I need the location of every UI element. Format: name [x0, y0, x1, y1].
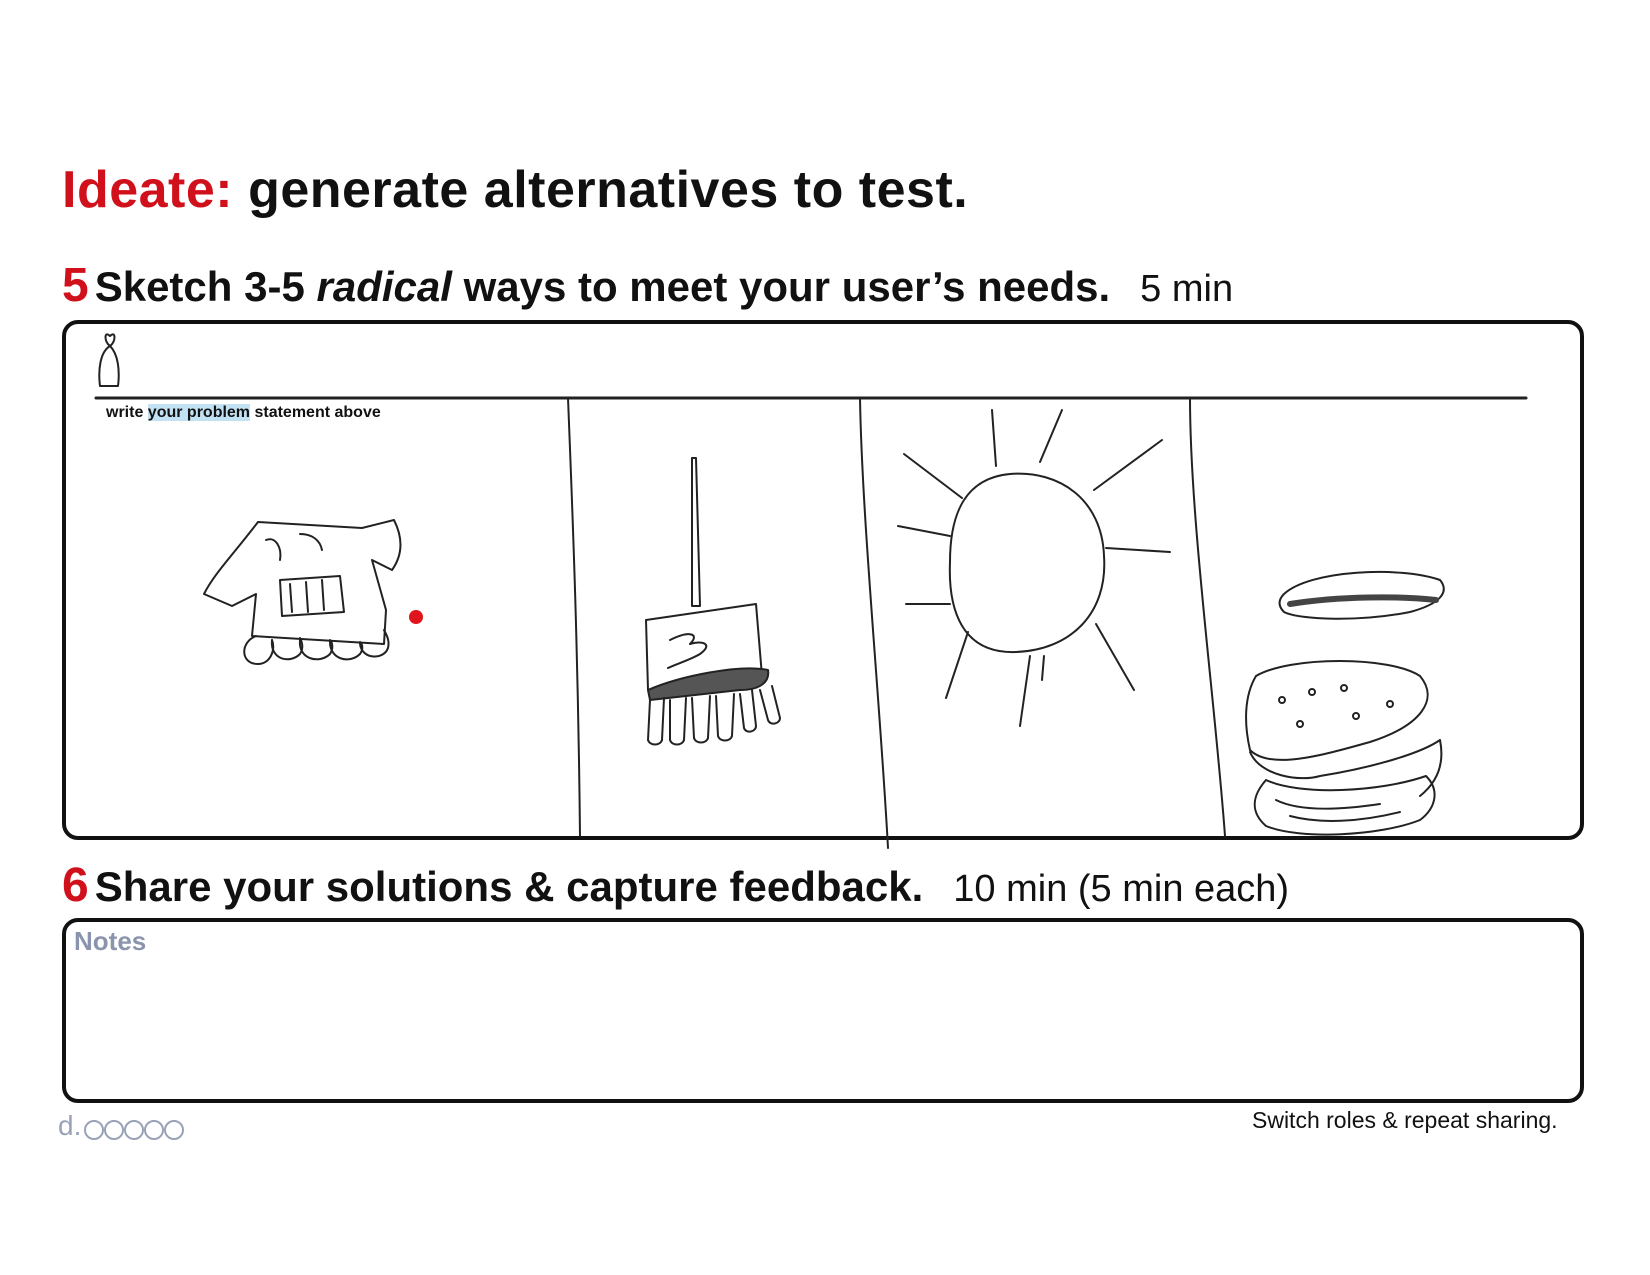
- d-school-logo-icon: [58, 1110, 198, 1146]
- step-5-number: 5: [62, 259, 89, 312]
- problem-label-part2: statement above: [250, 404, 381, 421]
- step-6-text: Share your solutions & capture feedback.: [94, 863, 924, 910]
- step-5-time: 5 min: [1140, 268, 1234, 310]
- title-prefix: Ideate:: [62, 161, 234, 219]
- step-5-text-emph: radical: [316, 263, 452, 310]
- step-6-number: 6: [62, 859, 89, 912]
- hand-sketch-icon: [204, 520, 401, 664]
- burger-sketch-icon: [1246, 572, 1444, 835]
- logo-text: d.: [58, 1110, 82, 1141]
- problem-scribble-icon: [99, 334, 118, 386]
- footer-instruction: Switch roles & repeat sharing.: [1252, 1107, 1558, 1133]
- panel-divider-3: [1190, 398, 1225, 836]
- problem-label-highlight: your problem: [147, 404, 251, 421]
- step-6-time: 10 min (5 min each): [953, 868, 1290, 910]
- sun-sketch-icon: [898, 410, 1170, 726]
- red-dot-mark: [409, 610, 423, 624]
- rake-sketch-icon: [646, 458, 780, 745]
- step-5-text-before: Sketch 3-5: [94, 263, 317, 310]
- step-6-heading: [62, 858, 1289, 913]
- panel-divider-1: [568, 398, 580, 836]
- title-rest: generate alternatives to test.: [248, 161, 969, 219]
- problem-label-part1: write: [106, 404, 148, 421]
- notes-label: Notes: [74, 926, 147, 956]
- step-5-text-after: ways to meet your user’s needs.: [451, 263, 1111, 310]
- logo-circles: [58, 1110, 198, 1146]
- panel-divider-2: [860, 398, 888, 848]
- notes-area[interactable]: [62, 918, 1584, 1103]
